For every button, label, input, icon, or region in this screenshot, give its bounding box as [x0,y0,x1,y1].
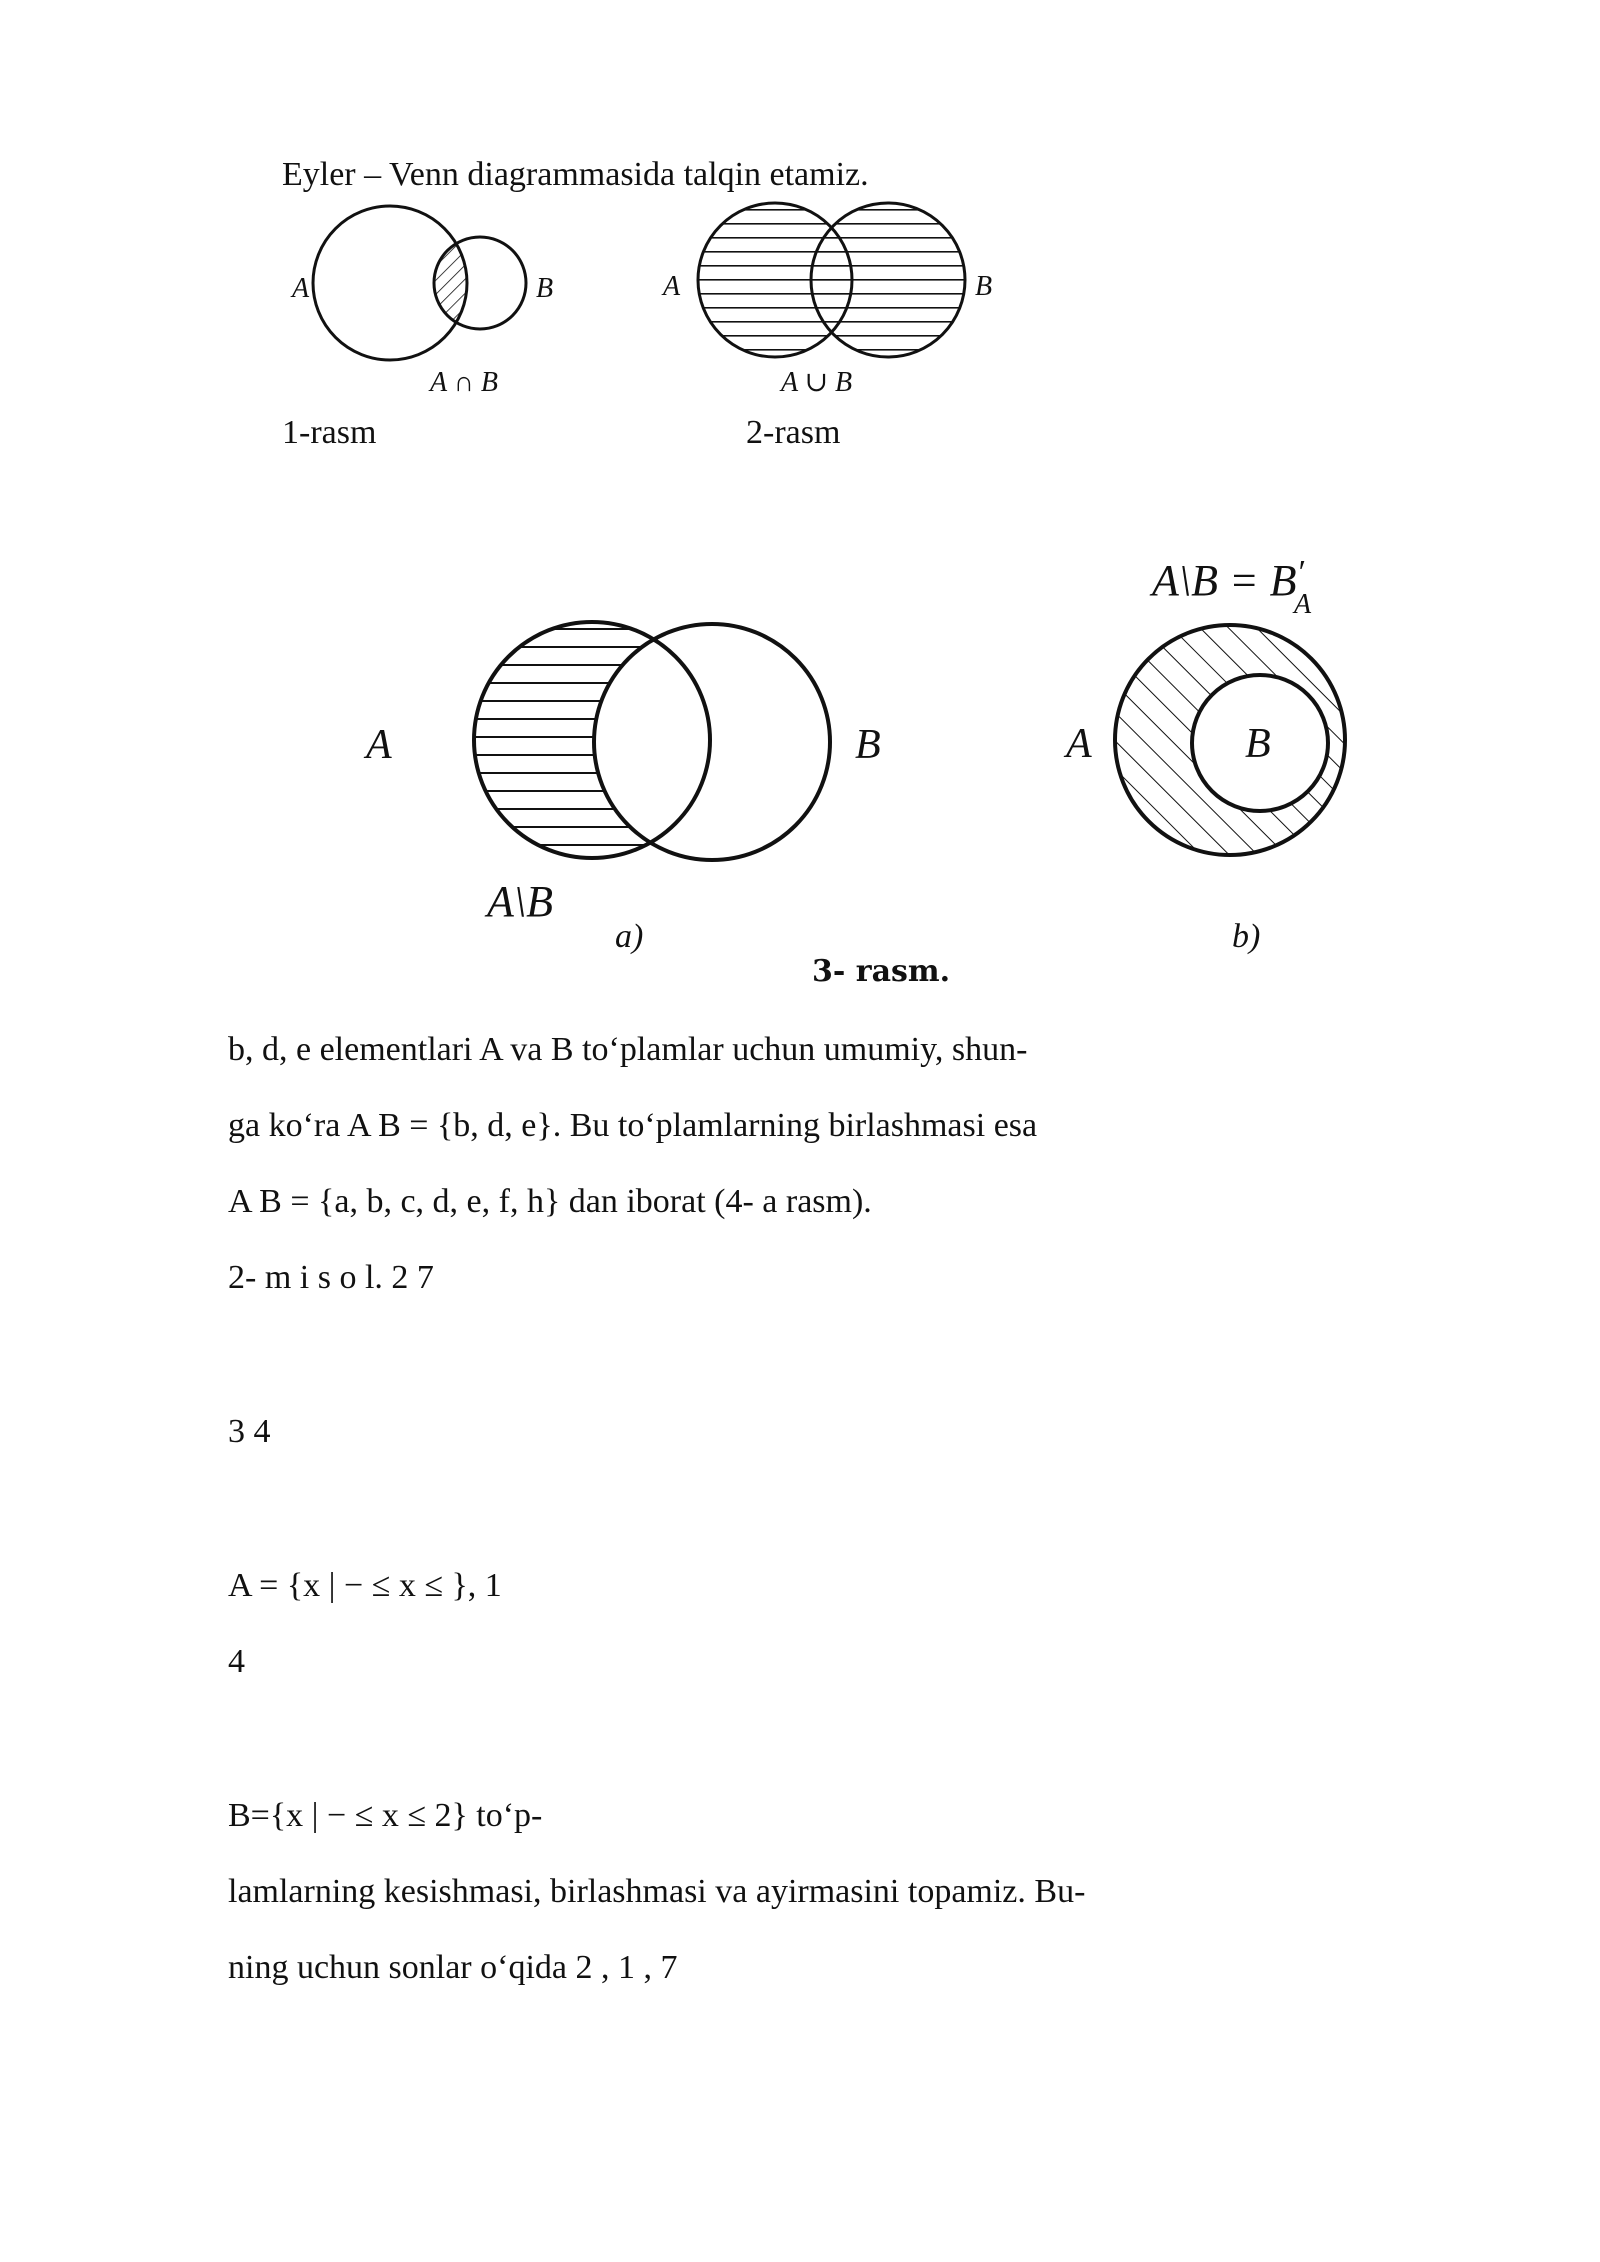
venn-intersection-diagram [280,195,580,415]
label-op: A ∩ B [430,367,498,398]
label-b: B [1245,721,1271,767]
sub-label-b: b) [1232,918,1261,955]
sub-label-a: a) [615,918,644,955]
venn-union-diagram [655,195,1015,415]
formula-sub: A [1293,589,1312,620]
body-line-7: 4 [228,1643,245,1680]
venn-difference-diagram [360,610,920,970]
label-a: A [292,273,310,304]
intro-text: Eyler – Venn diagrammasida talqin etamiz. [282,156,869,193]
body-line-6: A = {x | − ≤ x ≤ }, 1 [228,1567,502,1604]
fig3-caption: 3- rasm. [812,954,951,989]
body-line-3: A B = {a, b, c, d, e, f, h} dan iborat (4- a rasm). [228,1183,872,1220]
label-b: B [536,273,554,304]
label-a: A [366,722,392,768]
label-op: A\B [487,877,553,926]
formula-prime: ′ [1296,554,1304,591]
fig1-caption: 1-rasm [282,414,377,451]
formula-main: A\B = B [1152,556,1297,605]
venn-complement-diagram [1060,545,1380,965]
body-line-9: lamlarning kesishmasi, birlashmasi va ayirmasini topamiz. Bu- [228,1873,1086,1910]
label-a: A [1066,721,1092,767]
body-line-8: B={x | − ≤ x ≤ 2} to‘p- [228,1797,543,1834]
body-line-10: ning uchun sonlar o‘qida 2 , 1 , 7 [228,1949,678,1986]
body-line-2: ga ko‘ra A B = {b, d, e}. Bu to‘plamlarning birlashmasi esa [228,1107,1038,1144]
label-b: B [855,722,881,768]
label-a: A [663,271,681,302]
formula [1149,554,1312,620]
body-line-5: 3 4 [228,1413,271,1450]
body-line-1: b, d, e elementlari A va B to‘plamlar uchun umumiy, shun- [228,1031,1028,1068]
label-op: A ∪ B [781,367,853,398]
fig2-caption: 2-rasm [746,414,841,451]
body-line-4: 2- m i s o l. 2 7 [228,1259,434,1296]
label-b: B [975,271,993,302]
